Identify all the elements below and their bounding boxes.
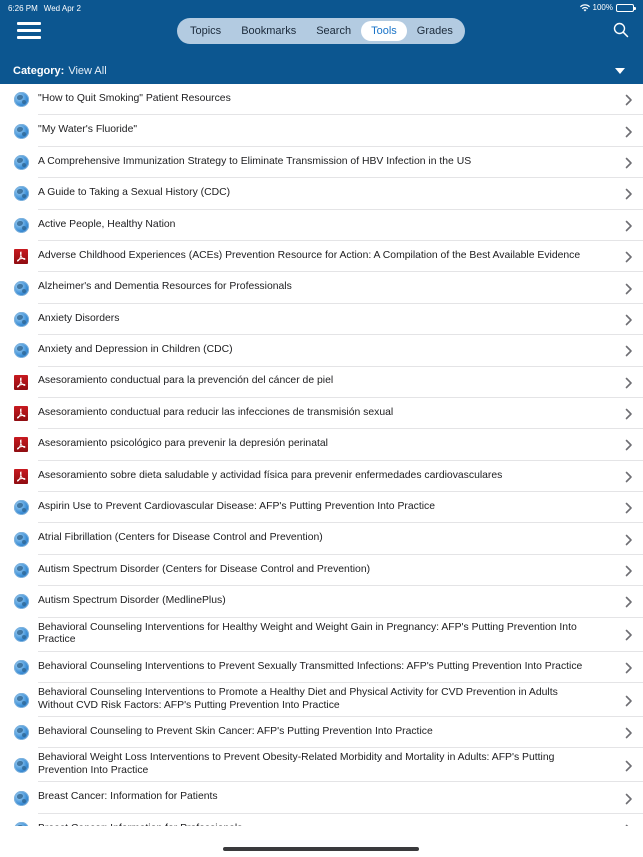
tab-topics[interactable]: Topics [190,25,222,37]
list-item-content [38,429,643,460]
list-item-title: Alzheimer's and Dementia Resources for Professionals [38,281,292,293]
dropdown-arrow-icon [615,68,625,74]
globe-icon [14,343,29,358]
tab-search[interactable]: Search [316,25,352,37]
list-item-content [38,272,643,303]
list-item[interactable] [0,618,643,652]
list-item-content [38,115,643,146]
bottom-safe-area [0,826,643,857]
list-item-title: Behavioral Counseling Interventions for Healthy Weight and Weight Gain in Pregnancy: AFP's Putting Prevention Into Practice [38,621,577,646]
list-item-icon-wrap [0,218,38,233]
globe-icon [14,791,29,806]
pdf-icon [14,469,28,484]
list-item[interactable] [0,367,643,398]
list-item-content [38,618,643,652]
globe-icon [14,594,29,609]
tools-list[interactable] [0,84,643,826]
chevron-right-icon [625,156,633,168]
chevron-right-icon [625,407,633,419]
list-item-icon-wrap [0,660,38,675]
list-item-content [38,210,643,241]
tab-bookmarks[interactable]: Bookmarks [241,25,297,37]
list-item-icon-wrap [0,532,38,547]
list-item[interactable] [0,429,643,460]
list-item[interactable] [0,461,643,492]
list-item-content [38,492,643,523]
list-item-icon-wrap [0,281,38,296]
list-item-title: Behavioral Weight Loss Interventions to Prevent Obesity-Related Morbidity and Mortality in Adults: AFP's Putting Prevention Into Practice [38,752,555,776]
list-item-title: Asesoramiento conductual para la prevención del cáncer de piel [38,375,334,387]
list-item-content [38,748,643,782]
globe-icon [14,155,29,170]
list-item-title: Breast Cancer: Information for Patients [38,791,218,803]
list-item-icon-wrap [0,249,38,264]
chevron-right-icon [625,376,633,388]
list-item-title: Behavioral Counseling to Prevent Skin Cancer: AFP's Putting Prevention Into Practice [38,725,433,737]
chevron-right-icon [625,250,633,262]
chevron-right-icon [625,438,633,450]
list-item-content [38,523,643,554]
category-value: View All [68,65,107,77]
list-item-title: Asesoramiento psicológico para prevenir la depresión perinatal [38,438,328,450]
list-item-icon-wrap [0,594,38,609]
globe-icon [14,186,29,201]
hamburger-icon [17,22,41,25]
list-item[interactable] [0,241,643,272]
battery-icon [616,4,634,12]
list-item[interactable] [0,683,643,717]
chevron-right-icon [625,759,633,771]
list-item-icon-wrap [0,343,38,358]
category-label: Category: [13,65,65,77]
globe-icon [14,92,29,107]
list-item-content [38,241,643,272]
list-item-content [38,304,643,335]
search-button[interactable] [613,22,629,38]
globe-icon [14,532,29,547]
chevron-right-icon [625,470,633,482]
list-item-icon-wrap [0,406,38,421]
list-item-icon-wrap [0,791,38,806]
list-item[interactable] [0,272,643,303]
list-item[interactable] [0,555,643,586]
chevron-right-icon [625,694,633,706]
globe-icon [14,281,29,296]
list-item-title: Anxiety Disorders [38,312,120,324]
chevron-right-icon [625,792,633,804]
list-item[interactable] [0,335,643,366]
list-item-title: Asesoramiento sobre dieta saludable y actividad física para prevenir enfermedades cardiovasculares [38,469,503,481]
chevron-right-icon [625,661,633,673]
list-item[interactable] [0,523,643,554]
list-item[interactable] [0,717,643,748]
list-item-icon-wrap [0,725,38,740]
chevron-right-icon [625,564,633,576]
battery-percent: 100% [592,3,613,12]
list-item-icon-wrap [0,500,38,515]
list-item-content [38,782,643,813]
list-item-title: A Guide to Taking a Sexual History (CDC) [38,187,231,199]
list-item-title: "My Water's Fluoride" [38,124,138,136]
list-item-content [38,367,643,398]
home-indicator[interactable] [223,847,419,851]
status-date: Wed Apr 2 [43,4,82,13]
list-item-content [38,335,643,366]
globe-icon [14,500,29,515]
list-item-content [38,555,643,586]
tab-grades[interactable]: Grades [416,25,453,37]
list-item-content [38,717,643,748]
wifi-icon [580,4,590,12]
category-selector[interactable] [0,58,643,84]
list-item-content [38,461,643,492]
status-time-date [8,4,81,13]
list-item[interactable] [0,115,643,146]
list-item-icon-wrap [0,469,38,484]
pdf-icon [14,406,28,421]
list-item-icon-wrap [0,124,38,139]
list-item-content [38,683,643,717]
list-item-title: "How to Quit Smoking" Patient Resources [38,92,231,104]
list-item[interactable] [0,652,643,683]
list-item-icon-wrap [0,375,38,390]
globe-icon [14,693,29,708]
chevron-right-icon [625,125,633,137]
list-item-icon-wrap [0,312,38,327]
chevron-right-icon [625,595,633,607]
list-item-content [38,398,643,429]
menu-button[interactable] [17,22,41,40]
list-item-title: Behavioral Counseling Interventions to Prevent Sexually Transmitted Infections: AFP's Putting Prevention Into Practice [38,660,583,672]
list-item-content [38,147,643,178]
list-item[interactable] [0,586,643,617]
list-item-icon-wrap [0,627,38,642]
list-item-title: A Comprehensive Immunization Strategy to Eliminate Transmission of HBV Infection in the US [38,155,472,167]
list-item-icon-wrap [0,437,38,452]
hamburger-icon-line [17,36,41,39]
list-item-icon-wrap [0,758,38,773]
chevron-right-icon [625,93,633,105]
list-item-title: Behavioral Counseling Interventions to Promote a Healthy Diet and Physical Activity for CVD Prevention in Adults Without CVD Risk Factors: AFP's Putting Prevention Into Practice [38,687,558,711]
globe-icon [14,312,29,327]
globe-icon [14,218,29,233]
chevron-right-icon [625,313,633,325]
status-indicators [580,3,634,12]
globe-icon [14,725,29,740]
list-item-content [38,652,643,683]
list-item-icon-wrap [0,155,38,170]
globe-icon [14,627,29,642]
main-tabs [177,18,465,44]
hamburger-icon-line [17,29,41,32]
globe-icon [14,124,29,139]
list-item-content [38,178,643,209]
list-item-title: Active People, Healthy Nation [38,218,176,230]
chevron-right-icon [625,533,633,545]
chevron-right-icon [625,726,633,738]
list-item-title: Adverse Childhood Experiences (ACEs) Prevention Resource for Action: A Compilation of the Best Available Evidence [38,249,581,261]
list-item[interactable] [0,178,643,209]
status-bar [0,0,643,16]
pdf-icon [14,437,28,452]
list-item[interactable] [0,492,643,523]
list-item[interactable] [0,748,643,782]
list-item-title: Atrial Fibrillation (Centers for Disease Control and Prevention) [38,532,323,544]
list-item-title: Autism Spectrum Disorder (Centers for Disease Control and Prevention) [38,563,371,575]
globe-icon [14,563,29,578]
pdf-icon [14,375,28,390]
tab-tools[interactable]: Tools [361,21,407,41]
list-item-icon-wrap [0,186,38,201]
list-item[interactable] [0,304,643,335]
list-item-icon-wrap [0,693,38,708]
list-item[interactable] [0,398,643,429]
list-item-icon-wrap [0,563,38,578]
chevron-right-icon [625,282,633,294]
app-header [0,0,643,84]
chevron-right-icon [625,344,633,356]
pdf-icon [14,249,28,264]
list-item[interactable] [0,147,643,178]
status-time: 6:26 PM [8,4,38,13]
list-item[interactable] [0,782,643,813]
chevron-right-icon [625,501,633,513]
list-item-title: Asesoramiento conductual para reducir las infecciones de transmisión sexual [38,406,394,418]
list-item-content [38,84,643,115]
chevron-right-icon [625,628,633,640]
globe-icon [14,758,29,773]
list-item[interactable] [0,210,643,241]
list-item[interactable] [0,84,643,115]
list-item-icon-wrap [0,92,38,107]
globe-icon [14,660,29,675]
search-icon [613,22,629,38]
list-item-title: Aspirin Use to Prevent Cardiovascular Disease: AFP's Putting Prevention Into Practice [38,501,436,513]
list-item-title: Autism Spectrum Disorder (MedlinePlus) [38,595,226,607]
chevron-right-icon [625,187,633,199]
list-item-content [38,586,643,617]
chevron-right-icon [625,219,633,231]
list-item-title: Anxiety and Depression in Children (CDC) [38,344,233,356]
